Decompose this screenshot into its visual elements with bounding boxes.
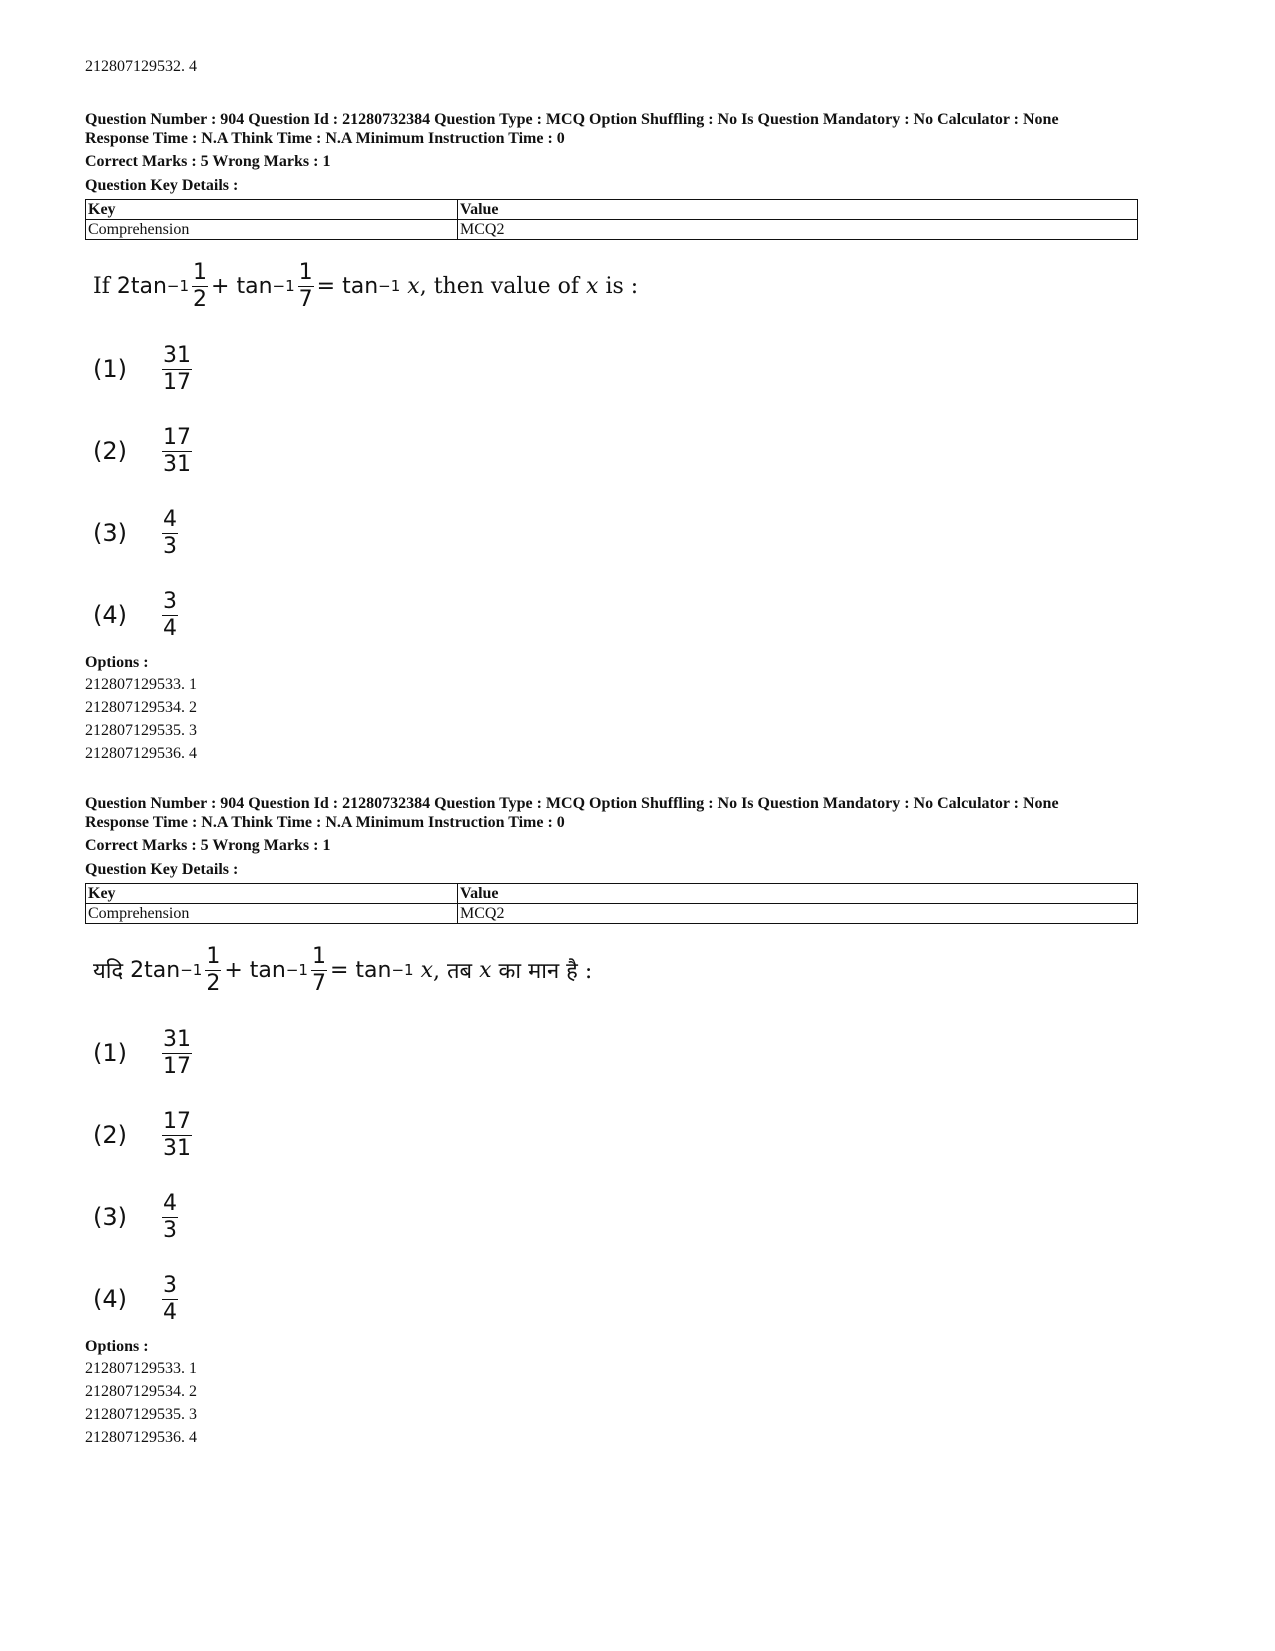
table-header-row — [86, 200, 1138, 220]
question-suffix-a: , तब — [433, 959, 480, 984]
question-equals: = — [316, 273, 336, 299]
choice-fraction — [162, 1108, 192, 1161]
choice-fraction — [162, 1026, 192, 1079]
question-variable-2: x — [479, 957, 492, 983]
table-row — [86, 904, 1138, 924]
fraction-numerator: 31 — [163, 342, 191, 368]
question-variable-2: x — [586, 273, 599, 299]
question-block-hindi — [85, 794, 1138, 1449]
fraction-denominator: 31 — [163, 451, 191, 477]
question-inverse: −1 — [180, 961, 203, 979]
previous-option-id: 212807129532. 4 — [85, 58, 197, 75]
choice-label: (3) — [93, 1203, 127, 1231]
table-row — [86, 220, 1138, 240]
question-text — [93, 938, 1138, 1002]
answer-choice — [93, 1094, 1138, 1176]
options-label: Options : — [85, 654, 149, 671]
question-fraction-1 — [205, 943, 221, 996]
question-fraction-2 — [298, 259, 314, 312]
choice-fraction — [162, 424, 192, 477]
fraction-denominator: 3 — [163, 533, 177, 559]
question-block-english — [85, 110, 1138, 765]
key-details-table — [85, 199, 1138, 240]
choice-label: (1) — [93, 355, 127, 383]
key-details-label: Question Key Details : — [85, 177, 239, 194]
option-id-row: 212807129534. 2 — [85, 1383, 197, 1400]
question-meta — [85, 794, 1138, 832]
fraction-numerator: 17 — [163, 1108, 191, 1134]
choice-label: (1) — [93, 1039, 127, 1067]
question-inverse: −1 — [166, 277, 190, 295]
question-fraction-1 — [192, 259, 208, 312]
answer-choice — [93, 1258, 1138, 1340]
question-meta-line-2: Response Time : N.A Think Time : N.A Minimum Instruction Time : 0 — [85, 130, 565, 147]
table-header-row — [86, 884, 1138, 904]
fraction-numerator: 1 — [311, 943, 326, 969]
question-variable: x — [420, 957, 433, 983]
table-header-key: Key — [86, 884, 458, 904]
fraction-denominator: 2 — [206, 970, 221, 996]
question-meta-line-2: Response Time : N.A Think Time : N.A Minimum Instruction Time : 0 — [85, 814, 565, 831]
question-fn-3: tan — [342, 273, 379, 299]
table-header-value: Value — [458, 200, 1138, 220]
table-cell-value: MCQ2 — [458, 220, 1138, 240]
marks-info: Correct Marks : 5 Wrong Marks : 1 — [85, 837, 331, 854]
option-id-row: 212807129535. 3 — [85, 1406, 197, 1423]
fraction-denominator: 17 — [163, 1053, 191, 1079]
option-id-row: 212807129533. 1 — [85, 1360, 197, 1377]
choice-label: (3) — [93, 519, 127, 547]
question-fn-2: tan — [236, 273, 273, 299]
question-text — [93, 254, 1138, 318]
fraction-denominator: 4 — [163, 1299, 177, 1325]
table-header-key: Key — [86, 200, 458, 220]
fraction-denominator: 4 — [163, 615, 177, 641]
fraction-denominator: 7 — [298, 286, 313, 312]
question-fn: tan — [144, 957, 181, 983]
option-id-row: 212807129536. 4 — [85, 745, 197, 762]
question-suffix-b: का मान है : — [491, 959, 593, 984]
question-suffix-b: is : — [598, 273, 639, 299]
option-id-row: 212807129536. 4 — [85, 1429, 197, 1446]
marks-info: Correct Marks : 5 Wrong Marks : 1 — [85, 153, 331, 170]
answer-choice — [93, 1176, 1138, 1258]
answer-choices — [93, 1012, 1138, 1340]
question-inverse-3: −1 — [378, 277, 401, 295]
question-plus: + — [211, 273, 230, 299]
fraction-denominator: 17 — [163, 369, 191, 395]
options-label: Options : — [85, 1338, 149, 1355]
question-equals: = — [329, 957, 349, 983]
answer-choices — [93, 328, 1138, 656]
question-inverse-3: −1 — [391, 961, 414, 979]
choice-label: (2) — [93, 1121, 127, 1149]
fraction-denominator: 2 — [193, 286, 208, 312]
choice-fraction — [162, 1272, 178, 1325]
question-meta-line-1: Question Number : 904 Question Id : 21280732384 Question Type : MCQ Option Shuffling : No Is Question Mandatory : No Calculator : None — [85, 111, 1059, 128]
question-plus: + — [224, 957, 243, 983]
answer-choice — [93, 328, 1138, 410]
option-id-row: 212807129534. 2 — [85, 699, 197, 716]
choice-label: (4) — [93, 601, 127, 629]
fraction-numerator: 17 — [163, 424, 191, 450]
question-fn: tan — [130, 273, 167, 299]
question-inverse-2: −1 — [272, 277, 295, 295]
choice-fraction — [162, 588, 178, 641]
table-cell-value: MCQ2 — [458, 904, 1138, 924]
fraction-numerator: 3 — [163, 588, 177, 614]
choice-label: (2) — [93, 437, 127, 465]
choice-fraction — [162, 342, 192, 395]
question-suffix-a: , then value of — [419, 273, 587, 299]
table-cell-key: Comprehension — [86, 904, 458, 924]
choice-label: (4) — [93, 1285, 127, 1313]
option-id-row: 212807129533. 1 — [85, 676, 197, 693]
fraction-numerator: 1 — [298, 259, 313, 285]
question-fn-2: tan — [249, 957, 286, 983]
fraction-numerator: 3 — [163, 1272, 177, 1298]
table-cell-key: Comprehension — [86, 220, 458, 240]
question-prefix: यदि — [93, 959, 124, 984]
question-prefix: If — [93, 273, 110, 299]
question-inverse-2: −1 — [285, 961, 308, 979]
fraction-denominator: 31 — [163, 1135, 191, 1161]
question-meta — [85, 110, 1138, 148]
fraction-denominator: 3 — [163, 1217, 177, 1243]
fraction-denominator: 7 — [311, 970, 326, 996]
fraction-numerator: 1 — [193, 259, 208, 285]
question-coef: 2 — [116, 273, 131, 299]
fraction-numerator: 4 — [163, 1190, 177, 1216]
choice-fraction — [162, 506, 178, 559]
question-meta-line-1: Question Number : 904 Question Id : 21280732384 Question Type : MCQ Option Shuffling : No Is Question Mandatory : No Calculator : None — [85, 795, 1059, 812]
question-variable: x — [407, 273, 420, 299]
fraction-numerator: 4 — [163, 506, 177, 532]
choice-fraction — [162, 1190, 178, 1243]
option-id-row: 212807129535. 3 — [85, 722, 197, 739]
table-header-value: Value — [458, 884, 1138, 904]
key-details-table — [85, 883, 1138, 924]
question-coef: 2 — [130, 957, 145, 983]
fraction-numerator: 1 — [206, 943, 221, 969]
answer-choice — [93, 492, 1138, 574]
answer-choice — [93, 410, 1138, 492]
question-fraction-2 — [311, 943, 327, 996]
question-fn-3: tan — [355, 957, 392, 983]
answer-choice — [93, 574, 1138, 656]
fraction-numerator: 31 — [163, 1026, 191, 1052]
answer-choice — [93, 1012, 1138, 1094]
key-details-label: Question Key Details : — [85, 861, 239, 878]
